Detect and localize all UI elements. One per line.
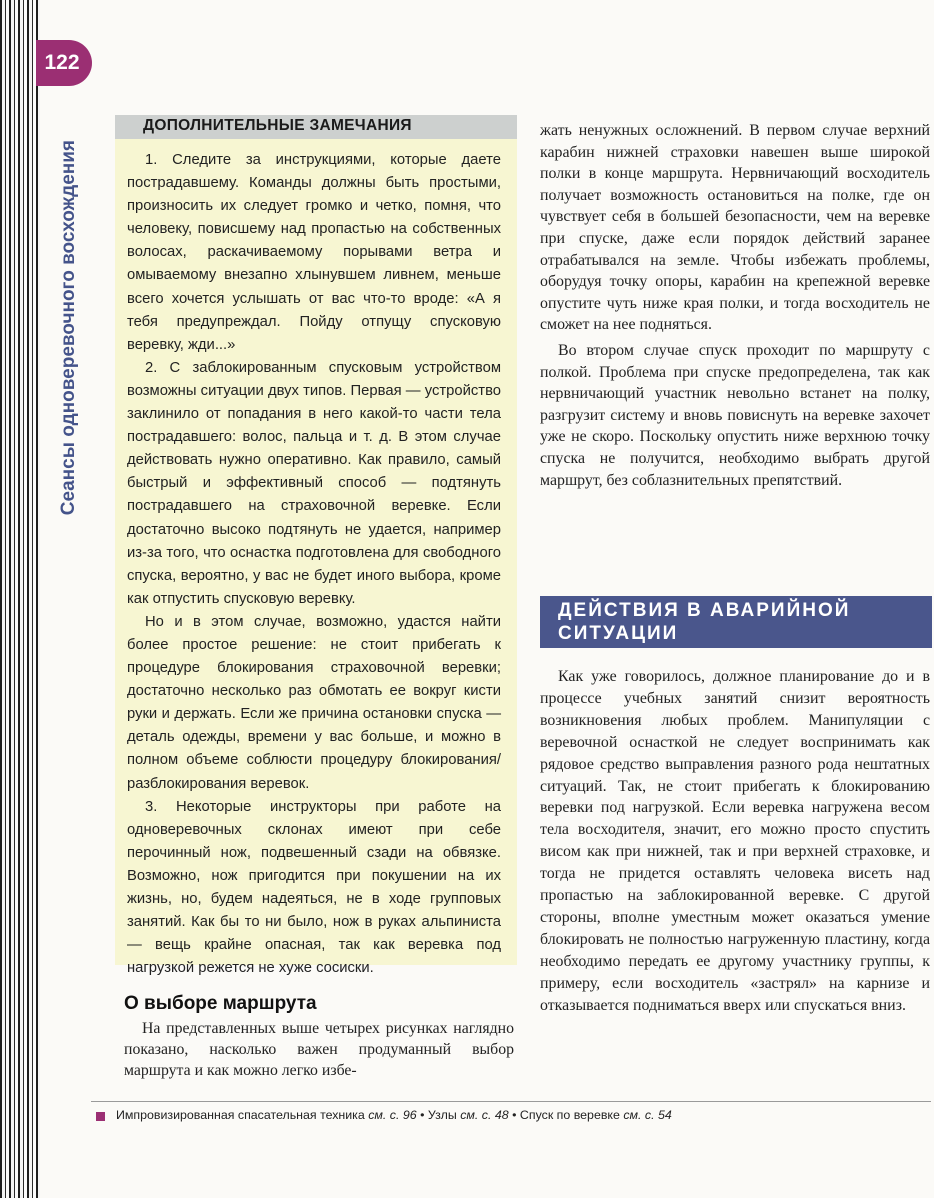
column-2-body (540, 120, 930, 495)
column-2-lower-body (540, 666, 930, 1017)
chapter-side-title (45, 120, 93, 535)
sidebox-body (127, 149, 501, 980)
body-paragraph: Как уже говорилось, должное планирование до и в процессе учебных занятий снизит вероятность возникновения любых проблем. Манипуляции с веревочной оснасткой не следует воспринимать как рядовое средство выправления разного рода нештатных ситуаций. Так, не стоит прибегать к блокированию веревки под нагрузкой. Если веревка нагружена весом тела восходителя, значит, его можно просто спустить висом как при нижней, так и при верхней страховке, и тогда не придется оставлять человека висеть над пропастью на заблокированной веревке. С другой стороны, вполне уместным может оказаться умение блокировать не полностью нагруженную пластину, когда необходимо передать ее другому участнику группы, к примеру, если восходитель «застрял» на карнизе и отказывается подниматься вверх или спускаться вниз. (540, 668, 930, 1014)
section-heading: О выборе маршрута (124, 993, 317, 1014)
footer-ref-2-page: см. с. 48 (460, 1108, 509, 1122)
footer-separator: • (420, 1108, 425, 1122)
sidebox-paragraph: 2. С заблокированным спусковым устройством возможны ситуации двух типов. Первая — устройство заклинило от попадания в него какой-то части тела пострадавшего: волос, пальца и т. д. В этом случае действовать нужно оперативно. Как правило, самый быстрый и эффективный способ — подтянуть пострадавшего на страховочной веревке. Если достаточно высоко подтянуть не удается, например из-за того, что оснастка подготовлена для свободного спуска, вероятно, у вас не будет иного выбора, кроме как отпустить спусковую веревку. (127, 359, 501, 607)
footer-ref-3-text: Спуск по веревке (519, 1108, 620, 1122)
chapter-side-title-text: Сеансы одноверевочного восхождения (58, 139, 79, 516)
page-number: 122 (44, 51, 80, 74)
footer-cross-references (116, 1108, 916, 1122)
sidebox-paragraph: Но и в этом случае, возможно, удастся найти более простое решение: не стоит прибегать к процедуре блокирования страховочной веревки; достаточно несколько раз обмотать ее вокруг кисти руки и держать. Если же причина остановки спуска — деталь одежды, времени у вас больше, и можно в полном объеме соблюсти процедуру блокирования/разблокирования веревок. (127, 613, 501, 792)
footer-ref-1-page: см. с. 96 (368, 1108, 417, 1122)
footer-divider (91, 1101, 931, 1102)
section-paragraph: На представленных выше четырех рисунках наглядно показано, насколько важен продуманный выбор маршрута и как можно легко избе- (124, 1020, 514, 1080)
footer-bullet-square-icon (96, 1112, 105, 1121)
footer-separator: • (512, 1108, 517, 1122)
column-1-body (124, 1018, 514, 1082)
continuation-paragraph: жать ненужных осложнений. В первом случае верхний карабин нижней страховки навешен выше широкой полки в конце маршрута. Нервничающий восходитель получает возможность остановиться на полке, где он чувствует себя в большей безопасности, чем на веревке при спуске, даже если порядок действий заранее отрабатывался на земле. Чтобы избежать проблемы, оборудуя точку опоры, карабин на крепежной веревке опустите чуть ниже края полки, и тогда восходитель не сможет на нее подняться. (540, 122, 930, 334)
footer-ref-2-text: Узлы (427, 1108, 457, 1122)
book-binding (0, 0, 40, 1198)
sidebox-paragraph: 1. Следите за инструкциями, которые даете пострадавшему. Команды должны быть простыми, произносить их следует громко и четко, помня, что человеку, повисшему над пропастью на собственных волосах, раскачиваемому порывами ветра и омываемому внезапно хлынувшем ливнем, меньше всего хочется услышать от вас что-то вроде: «А я тебя предупреждал. Пойду отпущу спусковую веревку, жди...» (127, 152, 501, 353)
sidebox-title: ДОПОЛНИТЕЛЬНЫЕ ЗАМЕЧАНИЯ (143, 117, 412, 134)
footer-ref-3-page: см. с. 54 (623, 1108, 672, 1122)
body-paragraph: Во втором случае спуск проходит по маршруту с полкой. Проблема при спуске предопределена, так как нервничающий участник невольно встанет на полку, разгрузит систему и вновь повиснуть на веревке захочет уже не скоро. Поскольку опустить ниже верхнюю точку спуска не получится, необходимо выбрать другой маршрут, без соблазнительных препятствий. (540, 341, 930, 489)
sidebox-paragraph: 3. Некоторые инструкторы при работе на одноверевочных склонах имеют при себе перочинный нож, подвешенный сзади на обвязке. Возможно, нож пригодится при покушении на их жизнь, но, будем надеяться, не в ходе групповых занятий. Как бы то ни было, нож в руках альпиниста — вещь крайне опасная, так как веревка под нагрузкой режется не хуже сосиски. (127, 798, 501, 977)
footer-ref-1-text: Импровизированная спасательная техника (116, 1108, 365, 1122)
section-banner-title: ДЕЙСТВИЯ В АВАРИЙНОЙ СИТУАЦИИ (558, 600, 851, 644)
